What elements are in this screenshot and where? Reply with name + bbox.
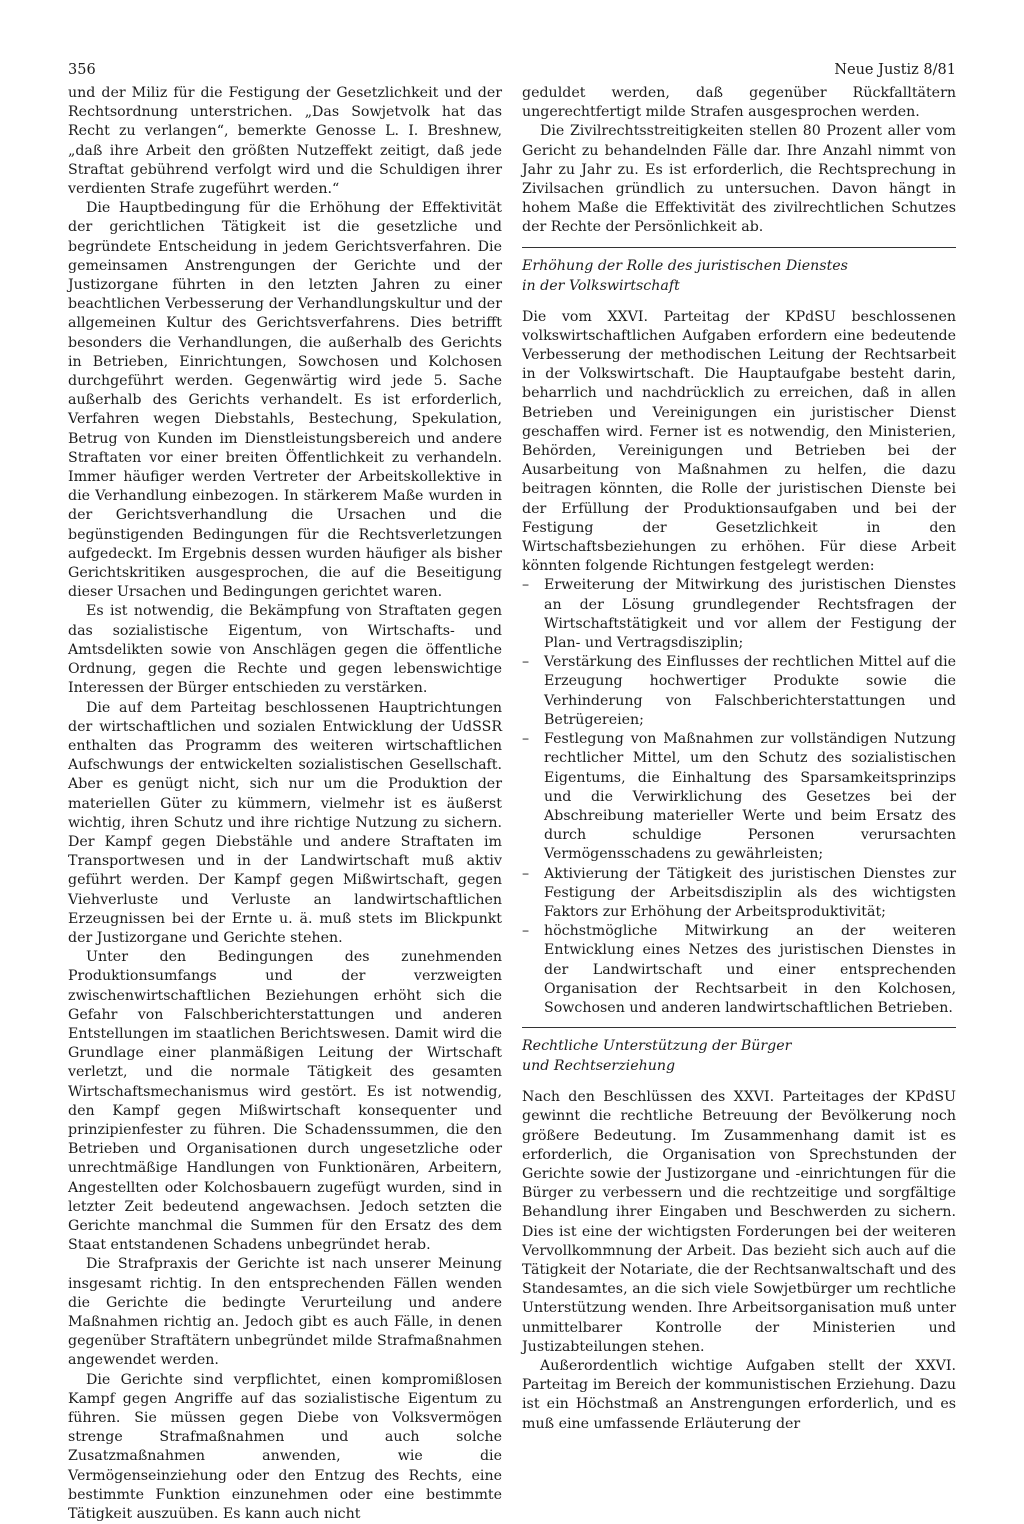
list-item: – Festlegung von Maßnahmen zur vollständigen Nutzung rechtlicher Mittel, um den Schutz des sozialistischen Eigentums, die Einhaltung des Sparsamkeitsprinzips und die Verwirklichung des Gesetzes bei der Abschreibung materieller Werte und beim Ersatz des durch schuldige Personen verursachten Vermögensschadens zu gewährleisten; [522, 730, 956, 864]
section-divider [522, 247, 956, 248]
section-heading-line: Rechtliche Unterstützung der Bürger [522, 1038, 792, 1055]
journal-issue: Neue Justiz 8/81 [834, 62, 956, 78]
list-item: – Verstärkung des Einflusses der rechtlichen Mittel auf die Erzeugung hochwertiger Produkte sowie die Verhinderung von Falschberichterstattungen und Betrügereien; [522, 653, 956, 730]
paragraph: Es ist notwendig, die Bekämpfung von Straftaten gegen das sozialistische Eigentum, von Wirtschafts- und Amtsdelikten sowie von Anschlägen gegen die öffentliche Ordnung, gegen die Rechte und gegen lebenswichtige Interessen der Bürger entschieden zu verstärken. [68, 603, 502, 697]
section-heading [522, 1036, 956, 1076]
paragraph: Außerordentlich wichtige Aufgaben stellt der XXVI. Parteitag im Bereich der kommunistischen Erziehung. Dazu ist ein Höchstmaß an Anstrengungen erforderlich, und es muß eine umfassende Erläuterung der [522, 1357, 956, 1432]
left-column [68, 84, 502, 1524]
page-number: 356 [68, 62, 96, 78]
paragraph: Die Hauptbedingung für die Erhöhung der Effektivität der gerichtlichen Tätigkeit ist die gesetzliche und begründete Entscheidung in jedem Gerichtsverfahren. Die gemeinsamen Anstrengungen der Gerichte und der Justizorgane führten in den letzten Jahren zu einer beachtlichen Verbesserung der Verhandlungskultur und der allgemeinen Kultur des Gerichtsverfahrens. Dies betrifft besonders die Verhandlungen, die außerhalb des Gerichts in Betrieben, Einrichtungen, Sowchosen und Kolchosen durchgeführt werden. Gegenwärtig wird jede 5. Sache außerhalb des Gerichts verhandelt. Es ist erforderlich, Verfahren wegen Diebstahls, Bestechung, Spekulation, Betrug von Kunden im Dienstleistungsbereich und andere Straftaten vor einer breiten Öffentlichkeit zu verhandeln. Immer häufiger werden Vertreter der Arbeitskollektive in die Verhandlung einbezogen. In stärkerem Maße wurden in der Gerichtsverhandlung die Ursachen und die begünstigenden Bedingungen für die Rechtsverletzungen aufgedeckt. Im Ergebnis dessen wurden häufiger als bisher Gerichtskritiken ausgesprochen, die auf die Beseitigung dieser Ursachen und Bedingungen gerichtet waren. [68, 200, 502, 601]
paragraph: Die Zivilrechtsstreitigkeiten stellen 80 Prozent aller vom Gericht zu behandelnden Fälle dar. Ihre Anzahl nimmt von Jahr zu Jahr zu. Es ist erforderlich, die Rechtsprechung in Zivilsachen gründlich zu untersuchen. Davon hängt in hohem Maße die Effektivität des zivilrechtlichen Schutzes der Rechte der Persönlichkeit ab. [522, 123, 956, 236]
section-heading [522, 256, 956, 296]
section-heading-line: und Rechtserziehung [522, 1058, 676, 1075]
list-item: – Erweiterung der Mitwirkung des juristischen Dienstes an der Lösung grundlegender Rechtsfragen der Wirtschaftstätigkeit und vor allem der Festigung der Plan- und Vertragsdisziplin; [522, 576, 956, 653]
dash-list [522, 576, 956, 1018]
section-heading-line: Erhöhung der Rolle des juristischen Dienstes [522, 257, 848, 274]
section-heading-line: in der Volkswirtschaft [522, 277, 680, 294]
paragraph: und der Miliz für die Festigung der Gesetzlichkeit und der Rechtsordnung unterstrichen. „Das Sowjetvolk hat das Recht zu verlangen“, bemerkte Genosse L. I. Breshnew, „daß ihre Arbeit den größten Nutzeffekt zeitigt, daß jede Straftat gebührend verfolgt wird und die Schuldigen ihrer verdienten Strafe zugeführt werden.“ [68, 85, 502, 198]
paragraph: geduldet werden, daß gegenüber Rückfalltätern ungerechtfertigt milde Strafen ausgesprochen werden. [522, 85, 956, 121]
page-header [68, 62, 956, 84]
paragraph: Unter den Bedingungen des zunehmenden Produktionsumfangs und der verzweigten zwischenwirtschaftlichen Beziehungen erhöht sich die Gefahr von Falschberichterstattungen und anderen Entstellungen im staatlichen Berichtswesen. Damit wird die Grundlage einer planmäßigen Leitung der Wirtschaft verletzt, und die normale Tätigkeit des gesamten Wirtschaftsmechanismus wird gestört. Es ist notwendig, den Kampf gegen Mißwirtschaft konsequenter und prinzipienfester zu führen. Die Schadenssummen, die den Betrieben und Organisationen durch ungesetzliche oder unrechtmäßige Handlungen von Funktionären, Arbeitern, Angestellten oder Kolchosbauern zugefügt wurden, sind in letzter Zeit bedeutend angewachsen. Jedoch setzten die Gerichte manchmal die Summen für den Ersatz des dem Staat entstandenen Schadens unbegründet herab. [68, 949, 502, 1254]
paragraph: Die Gerichte sind verpflichtet, einen kompromißlosen Kampf gegen Angriffe auf das sozialistische Eigentum zu führen. Sie müssen gegen Diebe von Volksvermögen strenge Strafmaßnahmen und auch solche Zusatzmaßnahmen anwenden, wie die Vermögenseinziehung oder den Entzug des Rechts, eine bestimmte Funktion einzunehmen oder eine bestimmte Tätigkeit auszuüben. Es kann auch nicht [68, 1371, 502, 1523]
paragraph: Die auf dem Parteitag beschlossenen Hauptrichtungen der wirtschaftlichen und sozialen Entwicklung der UdSSR enthalten das Programm des weiteren wirtschaftlichen Aufschwungs der entwickelten sozialistischen Gesellschaft. Aber es genügt nicht, sich nur um die Produktion der materiellen Güter zu kümmern, vielmehr ist es äußerst wichtig, ihren Schutz und ihre richtige Nutzung zu sichern. Der Kampf gegen Diebstähle und andere Straftaten im Transportwesen und in der Landwirtschaft muß aktiv geführt werden. Der Kampf gegen Mißwirtschaft, gegen Viehverluste und Verluste an landwirtschaftlichen Erzeugnissen bei der Ernte u. ä. muß stets im Blickpunkt der Justizorgane und Gerichte stehen. [68, 699, 502, 946]
right-column [522, 84, 956, 1434]
paragraph: Die Strafpraxis der Gerichte ist nach unserer Meinung insgesamt richtig. In den entsprechenden Fällen wenden die Gerichte die bedingte Verurteilung und andere Maßnahmen richtig an. Jedoch gibt es auch Fälle, in denen gegenüber Straftätern unbegründet milde Strafmaßnahmen angewendet werden. [68, 1256, 502, 1369]
paragraph: Nach den Beschlüssen des XXVI. Parteitages der KPdSU gewinnt die rechtliche Betreuung der Bevölkerung noch größere Bedeutung. Im Zusammenhang damit ist es erforderlich, die Organisation von Sprechstunden der Gerichte sowie der Justizorgane und -einrichtungen für die Bürger zu verbessern und die rechtzeitige und sorgfältige Behandlung ihrer Eingaben und Beschwerden zu sichern. Dies ist eine der wichtigsten Forderungen bei der weiteren Vervollkommnung der Arbeit. Das bezieht sich auch auf die Tätigkeit der Notariate, die der Rechtsanwaltschaft und des Standesamtes, an die sich viele Sowjetbürger um rechtliche Unterstützung wenden. Ihre Arbeitsorganisation muß unter unmittelbarer Kontrolle der Ministerien und Justizabteilungen stehen. [522, 1089, 956, 1355]
list-item: – höchstmögliche Mitwirkung an der weiteren Entwicklung eines Netzes des juristischen Dienstes in der Landwirtschaft und einer entsprechenden Organisation der Rechtsarbeit in den Kolchosen, Sowchosen und anderen landwirtschaftlichen Betrieben. [522, 922, 956, 1018]
paragraph: Die vom XXVI. Parteitag der KPdSU beschlossenen volkswirtschaftlichen Aufgaben erfordern eine bedeutende Verbesserung der methodischen Leitung der Rechtsarbeit in der Volkswirtschaft. Die Hauptaufgabe besteht darin, beharrlich und nachdrücklich zu erreichen, daß in allen Betrieben und Vereinigungen ein juristischer Dienst geschaffen wird. Ferner ist es notwendig, den Ministerien, Behörden, Vereinigungen und Betrieben bei der Ausarbeitung von Maßnahmen zu helfen, die dazu beitragen könnten, die Rolle der juristischen Dienste bei der Erfüllung der Produktionsaufgaben und bei der Festigung der Gesetzlichkeit in den Wirtschaftsbeziehungen zu erhöhen. Für diese Arbeit könnten folgende Richtungen festgelegt werden: [522, 308, 956, 575]
section-divider [522, 1027, 956, 1028]
list-item: – Aktivierung der Tätigkeit des juristischen Dienstes zur Festigung der Arbeitsdisziplin als des wichtigsten Faktors zur Erhöhung der Arbeitsproduktivität; [522, 865, 956, 923]
